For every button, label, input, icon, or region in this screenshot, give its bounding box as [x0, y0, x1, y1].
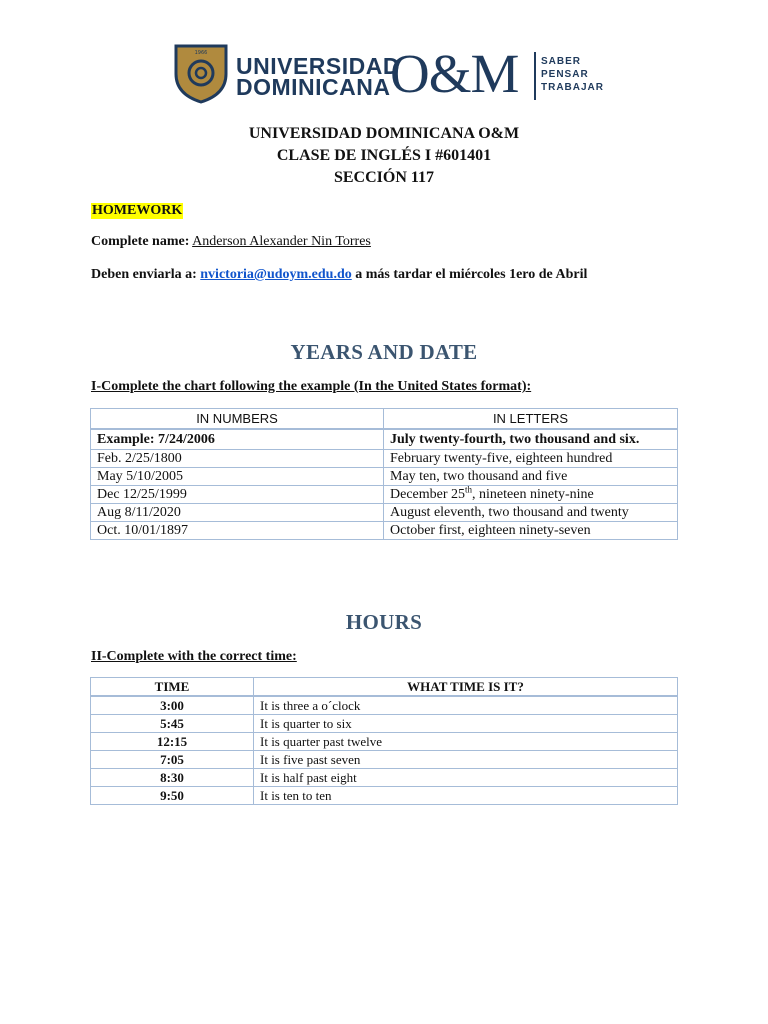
logo-tag3: TRABAJAR: [541, 82, 604, 93]
cell-numbers: Oct. 10/01/1897: [91, 522, 384, 540]
table-header-row: [91, 678, 678, 697]
logo-line1: UNIVERSIDAD: [236, 53, 400, 79]
send-deadline: a más tardar el miércoles 1ero de Abril: [355, 267, 588, 282]
shield-icon: [174, 44, 228, 104]
cell-letters-a: December 25: [390, 487, 466, 502]
university-logo: [174, 44, 604, 106]
send-label: Deben enviarla a:: [91, 267, 197, 282]
table-row: [91, 450, 678, 468]
cell-time: 8:30: [91, 769, 254, 787]
cell-letters: May ten, two thousand and five: [384, 468, 678, 486]
table-row: [91, 486, 678, 504]
cell-numbers: Aug 8/11/2020: [91, 504, 384, 522]
table-row: [91, 696, 678, 715]
cell-letters: October first, eighteen ninety-seven: [384, 522, 678, 540]
logo-mark: O&M: [390, 43, 519, 104]
table-row: [91, 787, 678, 805]
logo-line2: DOMINICANA: [236, 74, 391, 100]
col-time: TIME: [91, 678, 254, 697]
table-row: [91, 715, 678, 733]
table-row: [91, 522, 678, 540]
section-number: SECCIÓN 117: [333, 169, 435, 186]
logo-tag2: PENSAR: [541, 69, 589, 80]
table-header-row: [91, 409, 678, 430]
name-value: Anderson Alexander Nin Torres: [192, 234, 371, 249]
logo-tagline: [541, 55, 604, 94]
cell-letters-b: , nineteen ninety-nine: [472, 487, 594, 502]
table-row: [91, 468, 678, 486]
cell-time: 5:45: [91, 715, 254, 733]
cell-letters: February twenty-five, eighteen hundred: [384, 450, 678, 468]
table-row: [91, 751, 678, 769]
cell-numbers: May 5/10/2005: [91, 468, 384, 486]
homework-label: HOMEWORK: [92, 203, 183, 218]
email-link[interactable]: nvictoria@udoym.edu.do: [200, 267, 352, 282]
years-title: YEARS AND DATE: [290, 340, 478, 364]
cell-time: 12:15: [91, 733, 254, 751]
logo-wordmark: [236, 53, 400, 100]
cell-numbers: Dec 12/25/1999: [91, 486, 384, 504]
name-line: [91, 234, 371, 250]
class-title: CLASE DE INGLÉS I #601401: [276, 147, 492, 164]
name-label: Complete name:: [91, 234, 190, 249]
table-row: [91, 733, 678, 751]
table-row: [91, 769, 678, 787]
send-line: [91, 267, 587, 283]
cell-letters: [384, 486, 678, 504]
logo-divider: [534, 52, 536, 100]
cell-time-text: It is half past eight: [254, 769, 678, 787]
example-numbers: Example: 7/24/2006: [91, 429, 384, 450]
cell-time-text: It is quarter past twelve: [254, 733, 678, 751]
shield-year: 1966: [194, 50, 208, 56]
col-in-letters: IN LETTERS: [384, 409, 678, 430]
hours-table: [90, 677, 678, 805]
cell-letters: August eleventh, two thousand and twenty: [384, 504, 678, 522]
cell-time-text: It is three a o´clock: [254, 696, 678, 715]
cell-time: 3:00: [91, 696, 254, 715]
col-what-time: WHAT TIME IS IT?: [254, 678, 678, 697]
cell-letters-sup: th: [465, 484, 473, 495]
cell-time: 7:05: [91, 751, 254, 769]
hours-instruction: II-Complete with the correct time:: [91, 649, 297, 664]
hours-title: HOURS: [345, 610, 423, 634]
logo-tag1: SABER: [541, 56, 582, 67]
years-table: [90, 408, 678, 540]
cell-time-text: It is ten to ten: [254, 787, 678, 805]
cell-numbers: Feb. 2/25/1800: [91, 450, 384, 468]
cell-time-text: It is quarter to six: [254, 715, 678, 733]
university-title: UNIVERSIDAD DOMINICANA O&M: [248, 125, 520, 142]
table-row: [91, 504, 678, 522]
years-instruction: I-Complete the chart following the example (In the United States format):: [91, 379, 532, 394]
col-in-numbers: IN NUMBERS: [91, 409, 384, 430]
example-letters: July twenty-fourth, two thousand and six.: [384, 429, 678, 450]
table-row: [91, 429, 678, 450]
cell-time-text: It is five past seven: [254, 751, 678, 769]
cell-time: 9:50: [91, 787, 254, 805]
